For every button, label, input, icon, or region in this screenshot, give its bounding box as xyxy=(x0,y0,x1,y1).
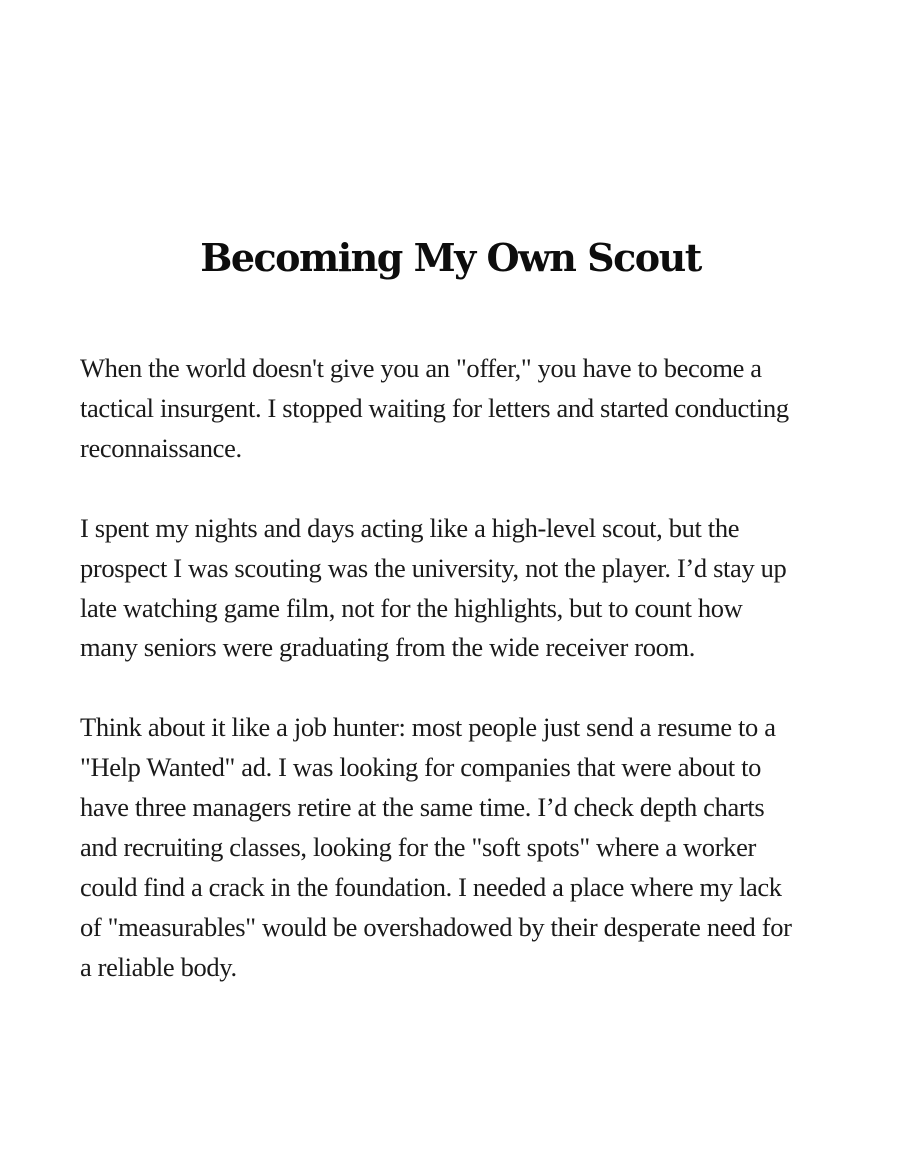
article-title: Becoming My Own Scout xyxy=(200,235,701,280)
text-line: tactical insurgent. I stopped waiting for letters and started conducting xyxy=(80,392,789,423)
text-line: Think about it like a job hunter: most people just send a resume to a xyxy=(80,712,776,743)
paragraph-1 xyxy=(80,349,852,469)
text-line: many seniors were graduating from the wide receiver room. xyxy=(80,632,696,663)
text-line: When the world doesn't give you an "offer," you have to become a xyxy=(80,353,762,383)
text-line: of "measurables" would be overshadowed by their desperate need for xyxy=(80,911,792,942)
text-line: a reliable body. xyxy=(80,951,237,982)
paragraph-2 xyxy=(80,509,852,669)
text-line: and recruiting classes, looking for the "soft spots" where a worker xyxy=(80,832,756,863)
text-line: prospect I was scouting was the university, not the player. I’d stay up xyxy=(80,552,787,583)
article-body xyxy=(80,349,852,1028)
paragraph-3 xyxy=(80,708,852,987)
text-line: late watching game film, not for the highlights, but to count how xyxy=(80,592,743,623)
text-line: reconnaissance. xyxy=(80,432,242,463)
text-line: have three managers retire at the same time. I’d check depth charts xyxy=(80,792,765,823)
text-line: "Help Wanted" ad. I was looking for companies that were about to xyxy=(80,752,762,783)
text-line: could find a crack in the foundation. I needed a place where my lack xyxy=(80,871,782,902)
text-line: I spent my nights and days acting like a high-level scout, but the xyxy=(80,512,740,543)
